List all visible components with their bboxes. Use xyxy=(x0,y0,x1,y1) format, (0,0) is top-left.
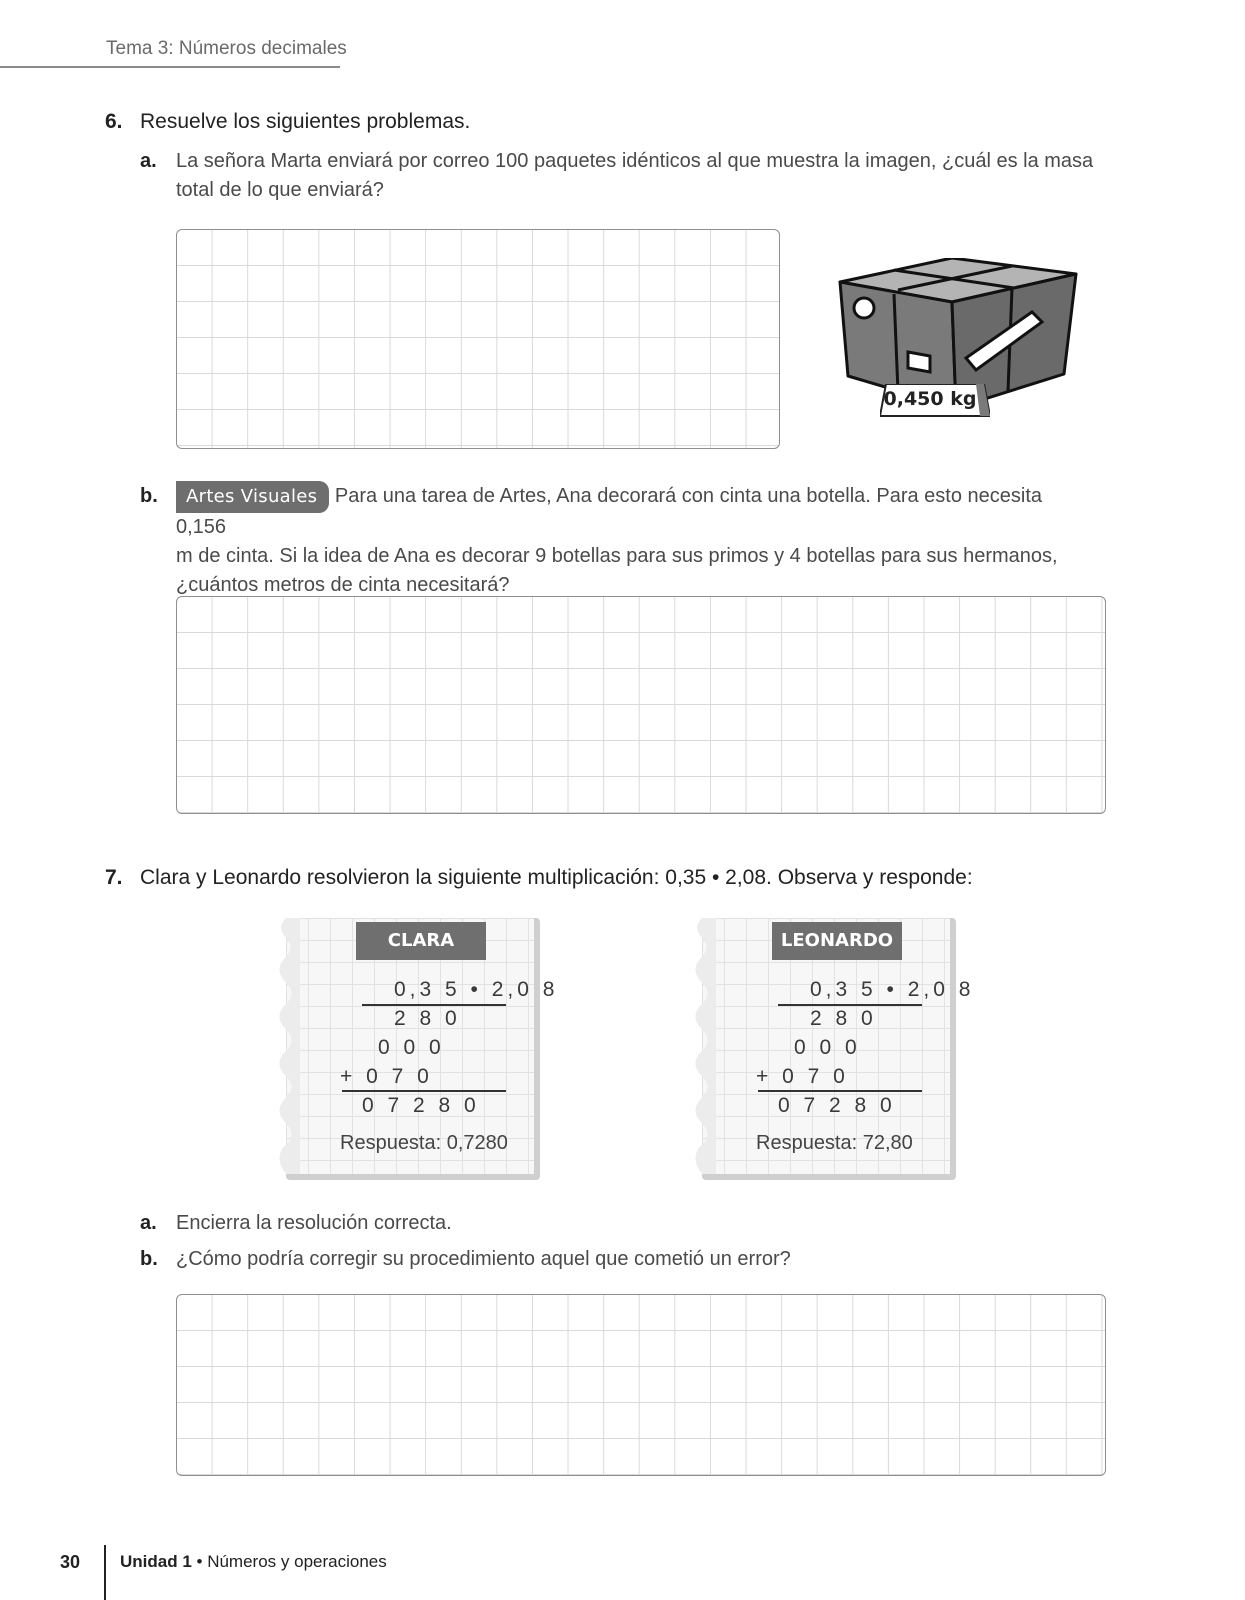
package-weight-label: 0,450 kg xyxy=(883,388,977,410)
exercise-6a-letter: a. xyxy=(140,150,157,172)
clara-calc-line4: + 0 7 0 xyxy=(340,1065,433,1088)
package-weight-tag xyxy=(880,384,990,418)
exercise-7-number: 7. xyxy=(105,866,123,889)
leonardo-name-label: LEONARDO xyxy=(772,922,902,960)
exercise-6-title: Resuelve los siguientes problemas. xyxy=(140,110,471,133)
leonardo-answer[interactable]: Respuesta: 72,80 xyxy=(756,1132,913,1154)
torn-edge-icon xyxy=(688,918,716,1174)
leonardo-calc-line1: 0,3 5 • 2,0 8 xyxy=(810,978,975,1001)
header-rule xyxy=(0,66,340,68)
exercise-7-title: Clara y Leonardo resolvieron la siguiente multiplicación: 0,35 • 2,08. Observa y responde: xyxy=(140,866,973,889)
exercise-6-number: 6. xyxy=(105,110,123,133)
answer-grid-6a[interactable] xyxy=(176,229,780,449)
leonardo-calc-line4: + 0 7 0 xyxy=(756,1065,849,1088)
leonardo-card xyxy=(702,918,975,1180)
leonardo-calc-line3: 0 0 0 xyxy=(794,1036,861,1059)
clara-answer[interactable]: Respuesta: 0,7280 xyxy=(340,1132,508,1154)
exercise-7a-letter: a. xyxy=(140,1212,157,1234)
exercise-6b-text: Artes Visuales Para una tarea de Artes, Ana decorará con cinta una botella. Para esto necesita 0,156 m de cinta. Si la idea de Ana es decorar 9 botellas para sus primos y 4 botellas para sus hermanos, ¿cuántos metros de cinta necesitará? xyxy=(176,481,1096,600)
torn-edge-icon xyxy=(272,918,300,1174)
exercise-6b-letter: b. xyxy=(140,485,158,507)
package-illustration xyxy=(832,258,1082,418)
clara-calc-line3: 0 0 0 xyxy=(378,1036,445,1059)
answer-grid-7b[interactable] xyxy=(176,1294,1106,1476)
clara-calc-result: 0 7 2 8 0 xyxy=(362,1094,480,1117)
exercise-7b-text: ¿Cómo podría corregir su procedimiento aquel que cometió un error? xyxy=(176,1248,791,1270)
page-number: 30 xyxy=(60,1552,81,1572)
footer-divider xyxy=(104,1545,106,1600)
topic-header: Tema 3: Números decimales xyxy=(106,38,347,59)
leonardo-calc-result: 0 7 2 8 0 xyxy=(778,1094,896,1117)
clara-card xyxy=(286,918,559,1180)
exercise-7a-text: Encierra la resolución correcta. xyxy=(176,1212,452,1234)
answer-grid-6b[interactable] xyxy=(176,596,1106,814)
exercise-7b-letter: b. xyxy=(140,1248,158,1270)
clara-calc-line2: 2 8 0 xyxy=(394,1007,461,1030)
leonardo-calc-line2: 2 8 0 xyxy=(810,1007,877,1030)
footer-unit: Unidad 1 • Números y operaciones xyxy=(120,1552,387,1571)
clara-name-label: CLARA xyxy=(356,922,486,960)
exercise-6a-text: La señora Marta enviará por correo 100 paquetes idénticos al que muestra la imagen, ¿cuál es la masa total de lo que enviará? xyxy=(176,150,1094,201)
subject-tag: Artes Visuales xyxy=(176,481,329,513)
clara-calc-line1: 0,3 5 • 2,0 8 xyxy=(394,978,559,1001)
